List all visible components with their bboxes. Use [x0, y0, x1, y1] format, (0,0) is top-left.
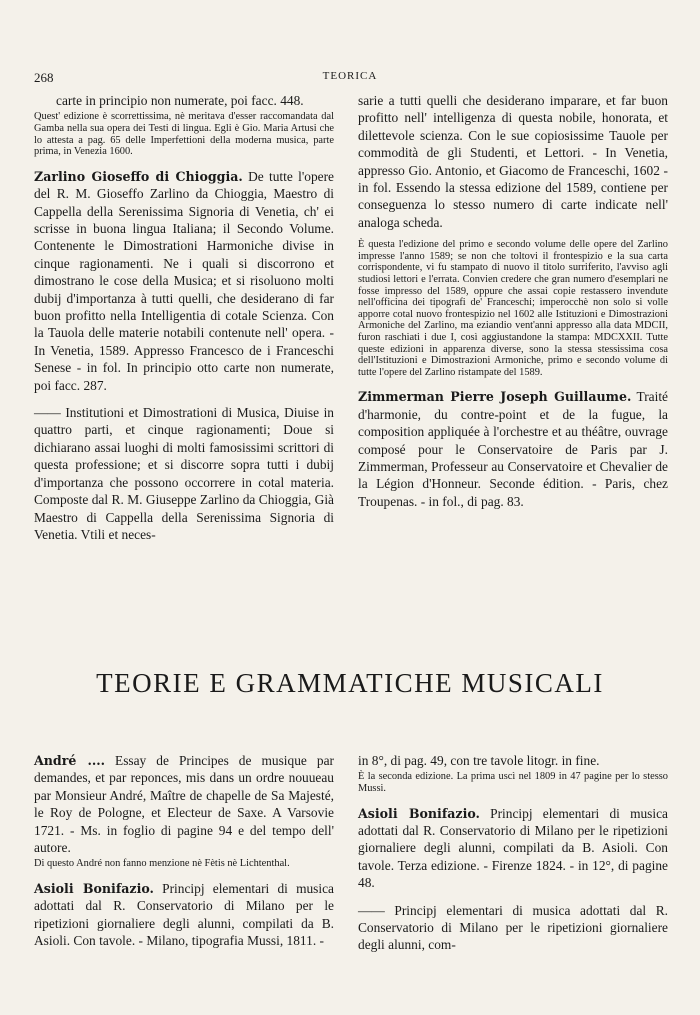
entry-text: Principj elementari di musica adottati dal R. Conservatorio di Milano per le ripetizioni giornaliere degli alunni, compilati da B. Asioli. Con tavole. - Milano, tipografia Mussi, 1811. - — [34, 881, 335, 949]
footnote: È questa l'edizione del primo e secondo volume delle opere del Zarlino impresse l'anno 1589; se non che toltovi il frontespizio e la sua carta corrispondente, vi fu stampato di nuovo il titolo surriferito, l'avviso agli studiosi lettori e l'errata. Convien credere che gran numero d'esemplari ne fosse impresso del 1589, oppure che assai copie restassero invendute nell'officina dei tipografi de' Franceschi; imperocchè non solo si volle apporre cotal nuovo frontespizio nel 1602 alle Istituzioni e Dimostrazioni Armoniche del Zarlino, ma eziandio vent'anni appresso alla data MDCII, furon raschiati i due I, così aggiustandone la stampa: MDCXXII. Tutte queste edizioni in apparenza diverse, sono la stessa stessissima cosa dell'Istituzioni e Dimostrazioni Armoniche, primo e secondo volume di tutte l'opere del Zarlino ristampate del 1589. — [358, 239, 668, 378]
entry-author: Zimmerman Pierre Joseph Guillaume. — [358, 389, 632, 405]
catalog-entry — [34, 752, 334, 856]
footnote: Di questo André non fanno menzione nè Fètis nè Lichtenthal. — [34, 858, 290, 870]
right-column-bottom — [358, 752, 668, 954]
continuation-text: in 8°, di pag. 49, con tre tavole litogr. in fine. — [358, 753, 600, 768]
catalog-entry — [34, 880, 334, 950]
entry-text: De tutte l'opere del R. M. Gioseffo Zarlino da Chioggia, Maestro di Cappella della Serenissima Signoria di Venetia, ch' ei scrisse in buona lingua Italiana; il Secondo Volume. Contenente le Dimostrationi Harmoniche divise in cinque ragionamenti. Ne i quali si discorrono et dimostrano le cose della Musica; et si risoluono molti dubij d'importanza à tutti quelli, che desiderano di far buon profitto nella Intelligentia di cotale Scienza. Con la Tauola delle materie notabili contenute nell' opera. - In Venetia, 1589. Appresso Francesco de i Franceschi Senese - in fol. In principio otto carte non numerate, poi facc. 287. — [34, 168, 334, 393]
continuation-text: carte in principio non numerate, poi facc. 448. — [56, 93, 304, 108]
entry-text: Essay de Principes de musique par demandes, et par reponces, mis dans un ordre nouueau par Monsieur André, Maître de chapelle de Sa Majesté, le Roy de Pologne, et Electeur de Saxe. A Varsovie 1721. - Ms. in foglio di pagine 94 e del tempo dell' autore. — [34, 753, 334, 856]
catalog-entry-continued: —— Institutioni et Dimostrationi di Musica, Diuise in quattro parti, et cinque ragionamenti; Doue si dichiarano assai luoghi di molti famosissimi scrittori di questa professione; et si discorre sopra tutti i dubij d'importanza che possono occorrere in cotal materia. Composte dal R. M. Giuseppe Zarlino da Chioggia, Già Maestro di Cappella della Serenissima Signoria di Venetia. Vtili et neces- — [34, 405, 334, 542]
entry-author: Zarlino Gioseffo di Chioggia. — [34, 168, 243, 184]
right-column-top — [358, 92, 668, 510]
catalog-entry-continued: —— Principj elementari di musica adottati dal R. Conservatorio di Milano per le ripetizioni giornaliere degli alunni, com- — [358, 902, 668, 953]
entry-text: Principj elementari di musica adottati dal R. Conservatorio di Milano per le ripetizioni giornaliere degli alunni, compilati da B. Asioli. Con tavole. Terza edizione. - Firenze 1824. - in 12°, di pagine 48. — [358, 805, 669, 891]
catalog-entry — [34, 168, 334, 394]
left-column-bottom — [34, 752, 334, 950]
catalog-entry — [358, 388, 668, 510]
footnote: Quest' edizione è scorrettissima, nè meritava d'esser raccomandata dal Gamba nella sua opera dei Testi di lingua. Egli è Gio. Maria Artusi che lo attesta a pag. 65 delle Imperfettioni della moderna musica, parte prima, in Venezia 1600. — [34, 111, 334, 158]
entry-author: Asioli Bonifazio. — [358, 805, 480, 821]
entry-author: Asioli Bonifazio. — [34, 881, 154, 897]
continuation-text: sarie a tutti quelli che desiderano imparare, et far buon profitto nell' intelligenza di questa nobile, honorata, et dilettevole scienza. Con le sue copiosissime Tauole per commodità de gli Studenti, et Lettori. - In Venetia, appresso Gio. Antonio, et Giacomo de Franceschi, 1602 - in fol. Essendo la stessa edizione del 1589, contiene per conseguenza lo stesso numero di carte indicate nell' analoga scheda. — [358, 93, 668, 230]
footnote: È la seconda edizione. La prima uscì nel 1809 in 47 pagine per lo stesso Mussi. — [358, 771, 668, 794]
running-header — [34, 70, 666, 86]
catalog-entry — [358, 805, 668, 892]
entry-text: Traité d'harmonie, du contre-point et de la fugue, la composition appliquée à l'orchestre et au théâtre, ouvrage composé pour le Conservatoire de Paris par J. Zimmerman, Professeur au Conservatoire et Chevalier de la Légion d'Honneur. Seconde édition. - Paris, chez Troupenas. - in fol., di pag. 83. — [358, 389, 668, 509]
entry-author: André .... — [34, 753, 105, 768]
page-number: 268 — [34, 70, 54, 85]
running-title: TEORICA — [322, 70, 378, 82]
section-title: TEORIE E GRAMMATICHE MUSICALI — [96, 668, 604, 698]
left-column-top — [34, 92, 334, 543]
